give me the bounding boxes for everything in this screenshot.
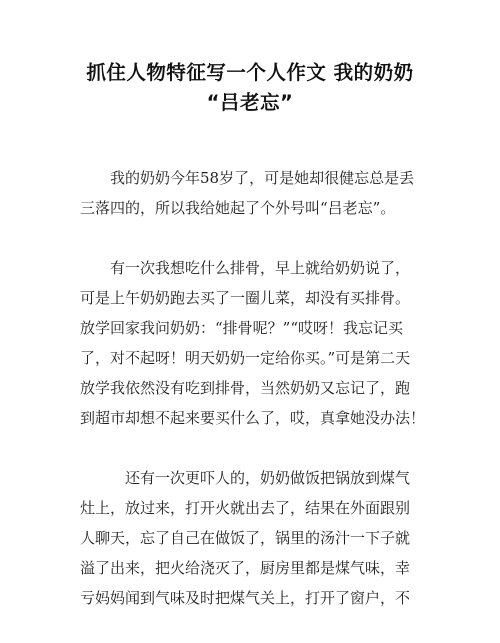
paragraph-line: 放学回家我问奶奶：“排骨呢？”“哎呀！我忘记买: [80, 319, 404, 337]
paragraph-line: 了，对不起呀！明天奶奶一定给你买。”可是第二天: [80, 349, 411, 367]
title-line-2: “吕老忘”: [206, 91, 294, 114]
paragraph-line: 灶上，放过来，打开火就出去了，结果在外面跟别: [80, 499, 411, 517]
paragraph-line: 我的奶奶今年58岁了，可是她却很健忘总是丢: [110, 169, 415, 187]
paragraph-line: 放学我依然没有吃到排骨，当然奶奶又忘记了，跑: [80, 379, 411, 397]
paragraph-line: 人聊天，忘了自己在做饭了，锅里的汤汁一下子就: [80, 529, 411, 547]
paragraph-1: [80, 163, 425, 223]
title-line-1: 抓住人物特征写一个人作文 我的奶奶: [86, 61, 414, 84]
paragraph-line: 可是上午奶奶跑去买了一圈儿菜，却没有买排骨。: [80, 289, 411, 307]
paragraph-line: 到超市却想不起来要买什么了，哎，真拿她没办法！: [80, 409, 426, 427]
paragraph-2: [80, 253, 425, 433]
article-body: [80, 163, 425, 643]
paragraph-line: 还有一次更吓人的，奶奶做饭把锅放到煤气: [125, 469, 411, 487]
paragraph-line: 溢了出来，把火给浇灭了，厨房里都是煤气味，幸: [80, 559, 411, 577]
paragraph-3: [80, 463, 425, 613]
paragraph-line: 有一次我想吃什么排骨，早上就给奶奶说了，: [110, 259, 411, 277]
paragraph-line: 三落四的，所以我给她起了个外号叫“吕老忘”。: [80, 199, 396, 217]
paragraph-line: 亏妈妈闻到气味及时把煤气关上，打开了窗户，不: [80, 589, 411, 607]
article-title: [40, 58, 460, 118]
